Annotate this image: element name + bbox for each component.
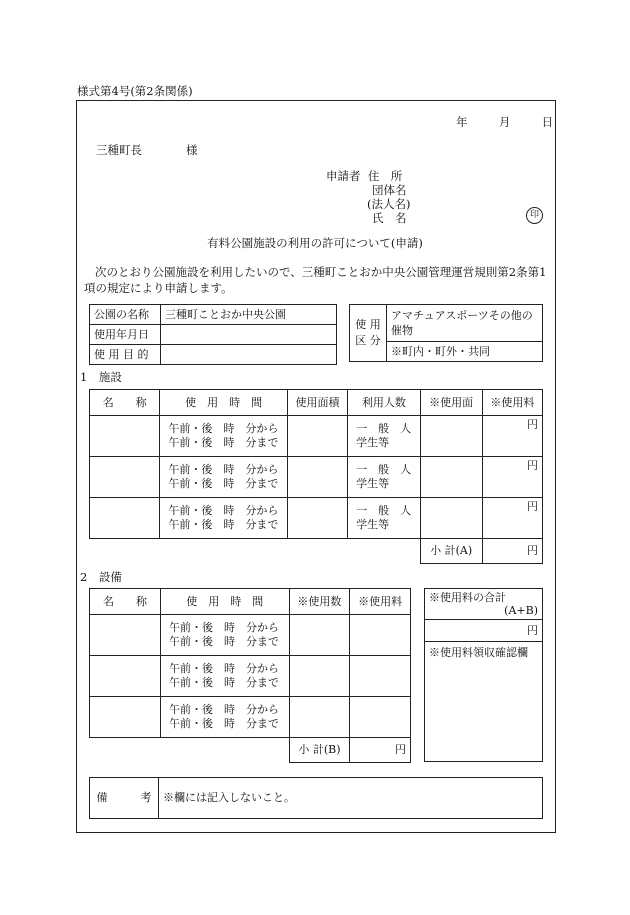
applicant-name-label: 氏 名 [372, 211, 407, 225]
form-number: 様式第4号(第2条関係) [77, 84, 193, 98]
user-general: 一 般 人 [356, 422, 412, 435]
time-from: 午前・後 時 分から [168, 621, 279, 634]
time-from: 午前・後 時 分から [168, 422, 279, 435]
category-table [349, 304, 543, 362]
eq-fee-cell [350, 615, 411, 656]
total-label-cell [425, 589, 543, 620]
time-to: 午前・後 時 分まで [168, 635, 279, 648]
total-formula: (A+B) [504, 604, 538, 617]
usage-purpose-label: 使 用 目 的 [90, 345, 161, 365]
addressee-honorific: 様 [186, 143, 198, 157]
user-general: 一 般 人 [356, 504, 412, 517]
eq-header-name: 名 称 [90, 589, 161, 615]
total-table [424, 588, 543, 762]
usage-date-field[interactable] [161, 325, 337, 345]
form-body: 次のとおり公園施設を利用したいので、三種町ことおか中央公園管理運営規則第2条第1項の規定により申請します。 [84, 265, 547, 295]
eq-header-fee: ※使用料 [350, 589, 411, 615]
eq-header-count: ※使用数 [289, 589, 350, 615]
park-name-value: 三種町ことおか中央公園 [161, 305, 337, 325]
applicant-block [326, 169, 410, 225]
time-to: 午前・後 時 分まで [168, 676, 279, 689]
usage-purpose-field[interactable] [161, 345, 337, 365]
fac-users-cell[interactable] [348, 416, 420, 457]
fac-users-cell[interactable] [348, 498, 420, 539]
seal-icon [526, 207, 543, 224]
fac-time-cell[interactable] [160, 416, 288, 457]
user-student: 学生等 [356, 518, 390, 531]
fac-users-cell[interactable] [348, 457, 420, 498]
fac-header-area: 使用面積 [287, 390, 347, 416]
total-value: 円 [425, 620, 543, 642]
date-line [456, 115, 553, 129]
fac-row [90, 416, 543, 457]
eq-fee-cell [350, 656, 411, 697]
eq-name-cell[interactable] [90, 615, 161, 656]
user-general: 一 般 人 [356, 463, 412, 476]
remarks-table [89, 777, 543, 819]
park-table [89, 304, 337, 365]
date-month: 月 [498, 115, 511, 129]
fac-row [90, 457, 543, 498]
user-student: 学生等 [356, 477, 390, 490]
category-label: 使 用 区 分 [350, 305, 387, 362]
applicant-corp-label: (法人名) [367, 197, 411, 211]
fac-header-fee: ※使用料 [482, 390, 542, 416]
fac-area-cell[interactable] [287, 498, 347, 539]
fac-header-time: 使 用 時 間 [160, 390, 288, 416]
time-from: 午前・後 時 分から [168, 463, 279, 476]
remarks-label: 備 考 [90, 778, 159, 819]
time-to: 午前・後 時 分まで [168, 477, 279, 490]
time-to: 午前・後 時 分まで [168, 717, 279, 730]
fac-area-cell[interactable] [287, 416, 347, 457]
fac-fee-cell: 円 [482, 498, 542, 539]
fac-fee-cell: 円 [482, 457, 542, 498]
applicant-group-label: 団体名 [372, 183, 407, 197]
usage-date-label: 使用年月日 [90, 325, 161, 345]
eq-row [90, 697, 411, 738]
eq-subtotal-value: 円 [350, 738, 411, 763]
eq-name-cell[interactable] [90, 656, 161, 697]
category-option-event[interactable]: アマチュアスポーツその他の催物 [387, 305, 543, 342]
fac-name-cell[interactable] [90, 416, 160, 457]
form-title: 有料公園施設の利用の許可について(申請) [207, 236, 423, 250]
fac-fee-cell: 円 [482, 416, 542, 457]
addressee [96, 143, 198, 157]
fac-fee-area-cell [420, 457, 482, 498]
eq-count-cell [289, 656, 350, 697]
fac-time-cell[interactable] [160, 457, 288, 498]
time-to: 午前・後 時 分まで [168, 518, 279, 531]
eq-row [90, 615, 411, 656]
addressee-name: 三種町長 [96, 143, 142, 157]
fac-area-cell[interactable] [287, 457, 347, 498]
eq-time-cell[interactable] [160, 615, 289, 656]
eq-fee-cell [350, 697, 411, 738]
equipment-heading: 2 設備 [80, 570, 122, 584]
fac-header-fee-area: ※使用面 [420, 390, 482, 416]
fac-subtotal-label: 小 計(A) [420, 539, 482, 564]
facilities-table [89, 389, 543, 564]
fac-subtotal-spacer [90, 539, 421, 564]
eq-count-cell [289, 697, 350, 738]
category-option-scope[interactable]: ※町内・町外・共同 [387, 342, 543, 362]
fac-fee-area-cell [420, 416, 482, 457]
fac-name-cell[interactable] [90, 457, 160, 498]
park-name-label: 公園の名称 [90, 305, 161, 325]
time-from: 午前・後 時 分から [168, 703, 279, 716]
applicant-label: 申請者 [326, 169, 361, 183]
facilities-heading: 1 施設 [80, 370, 122, 384]
user-student: 学生等 [356, 436, 390, 449]
time-to: 午前・後 時 分まで [168, 436, 279, 449]
fac-row [90, 498, 543, 539]
eq-subtotal-label: 小 計(B) [289, 738, 350, 763]
receipt-label: ※使用料領収確認欄 [425, 642, 543, 762]
eq-count-cell [289, 615, 350, 656]
equipment-table [89, 588, 411, 763]
eq-subtotal-spacer [90, 738, 290, 763]
seal-text: 印 [529, 209, 539, 220]
eq-name-cell[interactable] [90, 697, 161, 738]
fac-name-cell[interactable] [90, 498, 160, 539]
time-from: 午前・後 時 分から [168, 662, 279, 675]
eq-time-cell[interactable] [160, 697, 289, 738]
total-label: ※使用料の合計 [429, 591, 506, 604]
date-year: 年 [456, 115, 468, 129]
eq-header-time: 使 用 時 間 [160, 589, 289, 615]
fac-fee-area-cell [420, 498, 482, 539]
eq-row [90, 656, 411, 697]
applicant-address-label: 住 所 [367, 169, 403, 183]
time-from: 午前・後 時 分から [168, 504, 279, 517]
fac-header-name: 名 称 [90, 390, 160, 416]
remarks-note: ※欄には記入しないこと。 [159, 778, 543, 819]
fac-header-users: 利用人数 [348, 390, 420, 416]
eq-time-cell[interactable] [160, 656, 289, 697]
fac-time-cell[interactable] [160, 498, 288, 539]
date-day: 日 [541, 115, 554, 129]
fac-subtotal-value: 円 [482, 539, 542, 564]
